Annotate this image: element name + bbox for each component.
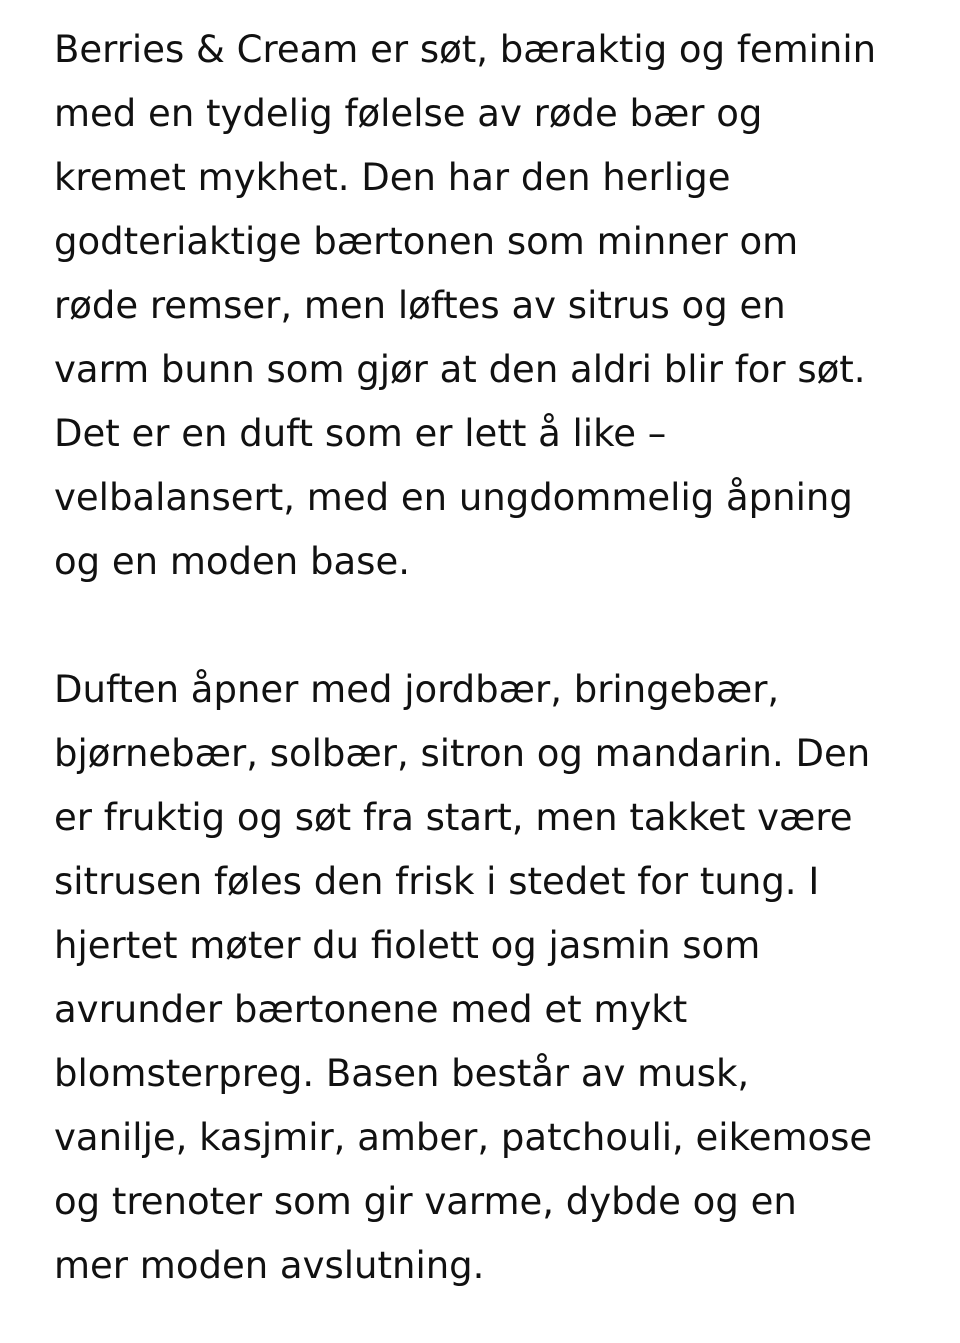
text-line: og trenoter som gir varme, dybde og en bbox=[54, 1180, 797, 1223]
text-line: blomsterpreg. Basen består av musk, bbox=[54, 1052, 750, 1095]
text-line: røde remser, men løftes av sitrus og en bbox=[54, 284, 786, 327]
text-line: og en moden base. bbox=[54, 540, 410, 583]
text-line: med en tydelig følelse av røde bær og bbox=[54, 92, 763, 135]
text-line: varm bunn som gjør at den aldri blir for søt. bbox=[54, 348, 866, 391]
text-line: mer moden avslutning. bbox=[54, 1244, 485, 1287]
text-line: velbalansert, med en ungdommelig åpning bbox=[54, 476, 853, 519]
text-line: Duften åpner med jordbær, bringebær, bbox=[54, 668, 780, 711]
text-line: sitrusen føles den frisk i stedet for tung. I bbox=[54, 860, 820, 903]
text-line: hjertet møter du fiolett og jasmin som bbox=[54, 924, 761, 967]
text-line: kremet mykhet. Den har den herlige bbox=[54, 156, 731, 199]
product-description bbox=[54, 18, 934, 1298]
text-line: avrunder bærtonene med et mykt bbox=[54, 988, 688, 1031]
text-line: bjørnebær, solbær, sitron og mandarin. Den bbox=[54, 732, 871, 775]
text-line: godteriaktige bærtonen som minner om bbox=[54, 220, 799, 263]
description-paragraph-2 bbox=[54, 658, 934, 1298]
text-line: Berries & Cream er søt, bæraktig og feminin bbox=[54, 28, 877, 71]
text-line: Det er en duft som er lett å like – bbox=[54, 412, 667, 455]
text-line: vanilje, kasjmir, amber, patchouli, eikemose bbox=[54, 1116, 873, 1159]
description-paragraph-1 bbox=[54, 18, 934, 594]
text-line: er fruktig og søt fra start, men takket være bbox=[54, 796, 853, 839]
